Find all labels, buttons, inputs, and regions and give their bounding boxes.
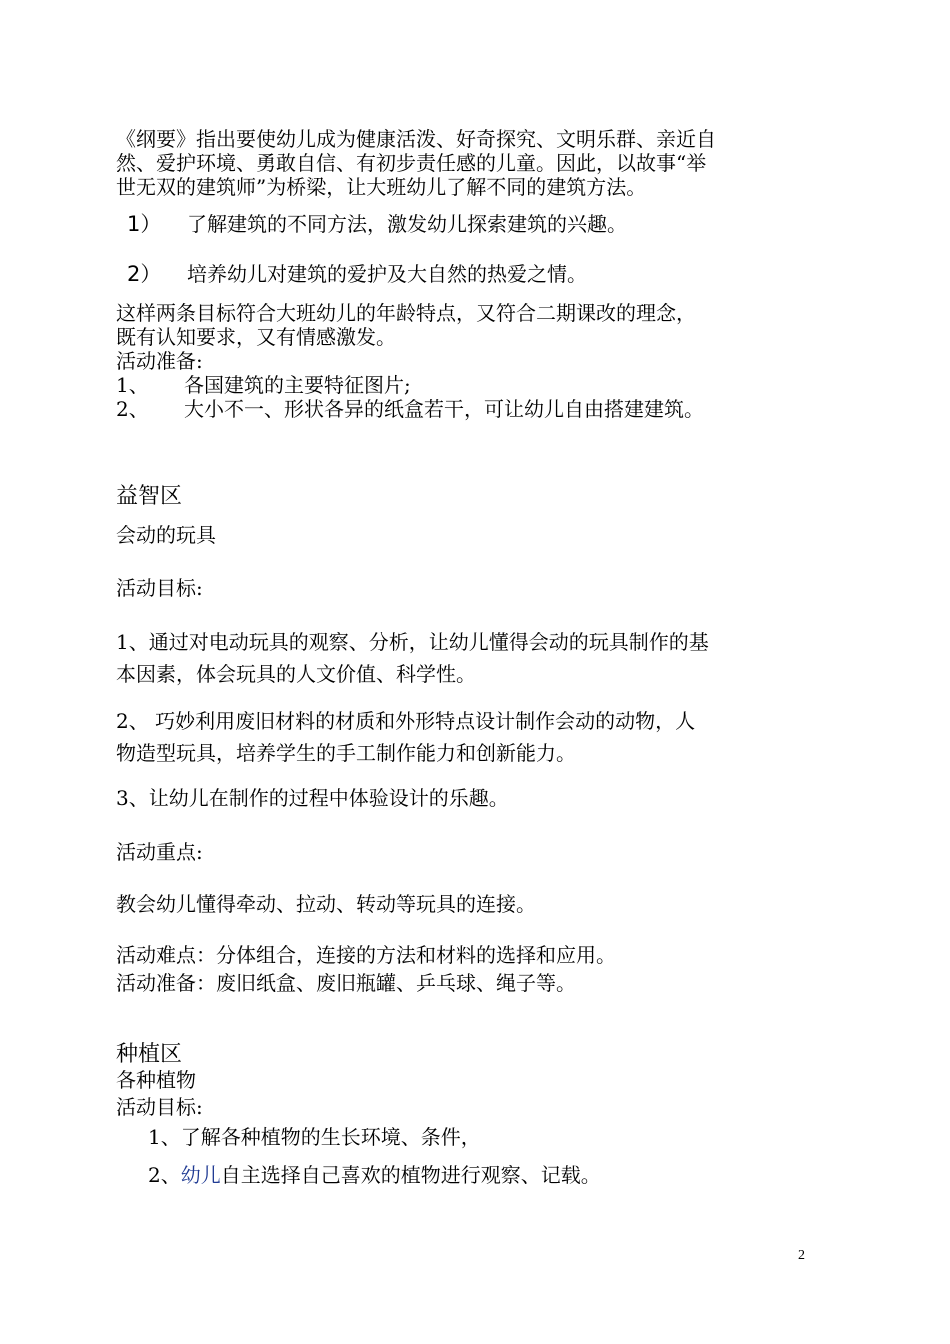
goal-title: 活动目标: (116, 1095, 203, 1119)
goal-title: 活动目标: (116, 576, 203, 600)
goal-paragraph: 1、了解各种植物的生长环境、条件， (148, 1125, 481, 1149)
goal-number: 2、 (148, 1163, 181, 1187)
goal-item (127, 262, 587, 286)
goal-line: 2、 巧妙利用废旧材料的材质和外形特点设计制作会动的动物，人 (116, 709, 696, 733)
goal-paragraph (148, 1163, 601, 1187)
activity-name: 会动的玩具 (116, 523, 216, 547)
goal-number: 2） (127, 262, 162, 286)
goal-line: 1、通过对电动玩具的观察、分析，让幼儿懂得会动的玩具制作的基 (116, 630, 709, 654)
summary-line: 既有认知要求，又有情感激发。 (116, 325, 396, 349)
preparation-number: 2、 (116, 397, 149, 421)
preparation-item (116, 373, 411, 397)
summary-line: 这样两条目标符合大班幼儿的年龄特点，又符合二期课改的理念， (116, 301, 696, 325)
summary-paragraph (116, 301, 696, 349)
goal-text: 了解建筑的不同方法，激发幼儿探索建筑的兴趣。 (187, 212, 627, 236)
goal-text: 自主选择自己喜欢的植物进行观察、记载。 (220, 1163, 601, 1187)
section-heading-yizhi: 益智区 (116, 484, 183, 509)
preparation-text: 各国建筑的主要特征图片; (184, 373, 411, 397)
goal-text: 培养幼儿对建筑的爱护及大自然的热爱之情。 (187, 262, 587, 286)
difficulty-text: 活动难点：分体组合，连接的方法和材料的选择和应用。 (116, 943, 616, 967)
goal-paragraph (116, 626, 709, 690)
page-number: 2 (798, 1248, 805, 1263)
intro-line: 世无双的建筑师”为桥梁，让大班幼儿了解不同的建筑方法。 (116, 175, 647, 199)
goal-line: 物造型玩具，培养学生的手工制作能力和创新能力。 (116, 741, 576, 765)
section-heading-zhongzhi: 种植区 (116, 1042, 183, 1067)
key-point-text: 教会幼儿懂得牵动、拉动、转动等玩具的连接。 (116, 892, 536, 916)
goal-paragraph: 3、让幼儿在制作的过程中体验设计的乐趣。 (116, 786, 509, 810)
goal-item (127, 212, 627, 236)
preparation-text: 大小不一、形状各异的纸盒若干，可让幼儿自由搭建建筑。 (184, 397, 704, 421)
preparation-item (116, 397, 704, 421)
goal-paragraph (116, 705, 695, 769)
goal-number: 1） (127, 212, 162, 236)
intro-line: 《纲要》指出要使幼儿成为健康活泼、好奇探究、文明乐群、亲近自 (116, 127, 716, 151)
intro-paragraph (116, 127, 716, 199)
activity-name: 各种植物 (116, 1068, 196, 1092)
goal-line: 本因素，体会玩具的人文价值、科学性。 (116, 662, 476, 686)
highlighted-word: 幼儿 (180, 1163, 221, 1187)
preparation-title: 活动准备: (116, 349, 203, 373)
preparation-number: 1、 (116, 373, 149, 397)
intro-line: 然、爱护环境、勇敢自信、有初步责任感的儿童。因此，以故事“举 (116, 151, 707, 175)
key-point-title: 活动重点: (116, 840, 203, 864)
preparation-text: 活动准备：废旧纸盒、废旧瓶罐、乒乓球、绳子等。 (116, 971, 576, 995)
